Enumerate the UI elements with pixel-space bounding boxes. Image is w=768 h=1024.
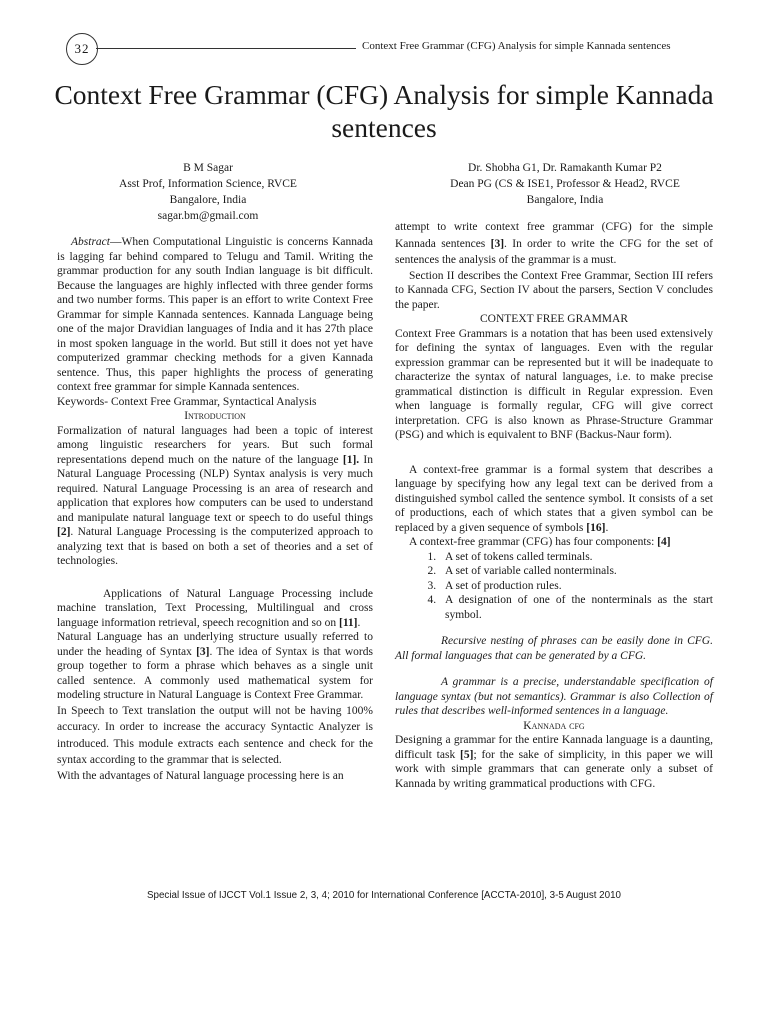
author-email: sagar.bm@gmail.com bbox=[157, 210, 259, 222]
right-column bbox=[395, 219, 713, 791]
cfg-heading: CONTEXT FREE GRAMMAR bbox=[479, 313, 629, 325]
author-location: Bangalore, India bbox=[169, 194, 247, 206]
author-affiliation: Dean PG (CS & ISE1, Professor & Head2, RVCE bbox=[450, 178, 680, 190]
citation: [3] bbox=[196, 645, 210, 658]
abstract bbox=[57, 235, 373, 395]
author-location: Bangalore, India bbox=[526, 194, 604, 206]
text: . bbox=[357, 616, 361, 629]
running-head: Context Free Grammar (CFG) Analysis for simple Kannada sentences bbox=[362, 40, 671, 52]
author-affiliation: Asst Prof, Information Science, RVCE bbox=[119, 178, 297, 190]
kannada-paragraph-1 bbox=[395, 733, 713, 791]
text: . The idea of Syntax is that words group together to form a phrase which behaves as a single unit called sentence. A commonly used mathematical system for modeling structure in Natural Language is Context Free Grammar. bbox=[57, 645, 373, 701]
text: attempt to write context free grammar (CFG) for the simple Kannada sentences bbox=[395, 221, 713, 250]
text: A context-free grammar (CFG) has four components: bbox=[409, 536, 658, 548]
abstract-label: Abstract bbox=[71, 236, 110, 248]
intro-paragraph-3 bbox=[57, 630, 373, 703]
list-item: 1. A set of tokens called terminals. bbox=[439, 550, 713, 565]
text: ; for the sake of simplicity, in this paper we will work with simple grammars that can generate only a subset of Kannada by writing grammatical productions with CFG. bbox=[395, 748, 713, 790]
author-names: Dr. Shobha G1, Dr. Ramakanth Kumar P2 bbox=[468, 162, 662, 174]
intro-paragraph-1 bbox=[57, 424, 373, 569]
citation: [4] bbox=[657, 536, 671, 548]
keywords: Keywords- Context Free Grammar, Syntactical Analysis bbox=[57, 395, 317, 408]
page-footer: Special Issue of IJCCT Vol.1 Issue 2, 3, 4; 2010 for International Conference [ACCTA-2010], 3-5 August 2010 bbox=[147, 890, 621, 901]
page-number: 32 bbox=[66, 33, 98, 65]
text: . In order to write the CFG for the set of sentences the analysis of the grammar is a must. bbox=[395, 237, 713, 266]
text: Applications of Natural Language Processing include machine translation, Text Processing, Multilingual and cross language information retrieval, speech recognition and so on bbox=[57, 587, 373, 629]
citation: [1]. bbox=[342, 453, 360, 466]
author-block-left bbox=[60, 160, 356, 224]
kannada-cfg-heading: Kannada cfg bbox=[523, 719, 585, 732]
paper-title: Context Free Grammar (CFG) Analysis for simple Kannada sentences bbox=[54, 79, 714, 143]
cfg-paragraph-3 bbox=[395, 535, 713, 550]
citation: [2] bbox=[57, 526, 71, 538]
abstract-text: —When Computational Linguistic is concerns Kannada is lagging far behind compared to Telugu and Tamil. Writing the grammar production for any south Indian language is bit difficult. Because the languages are highly inflected with three gender forms and two number forms. This paper is an effort to write Context Free Grammar for simple Kannada sentences. Kannada Language being one of the major Dravidian languages of India and it has 27th place in most spoken language in the world. But still it does not yet have computerized grammar checking methods for a given Kannada sentence. Thus, this paper highlights the process of generating context free grammar for simple Kannada sentences. bbox=[57, 236, 373, 393]
continued-paragraph bbox=[395, 219, 713, 269]
italic-paragraph-2: A grammar is a precise, understandable specification of language syntax (but not semantics). Grammar is also Collection of rules that describes well-informed sentences in a language. bbox=[395, 676, 713, 717]
sections-paragraph: Section II describes the Context Free Grammar, Section III refers to Kannada CFG, Section IV about the parsers, Section V concludes the paper. bbox=[395, 269, 713, 311]
citation: [16] bbox=[586, 521, 606, 534]
intro-paragraph-4: In Speech to Text translation the output will not be having 100% accuracy. In order to increase the accuracy Syntactic Analyzer is introduced. This module extracts each sentence and check for the syntax according to the grammar that is selected. bbox=[57, 704, 373, 766]
introduction-heading: Introduction bbox=[184, 410, 246, 422]
left-column bbox=[57, 219, 373, 783]
intro-paragraph-2 bbox=[57, 587, 373, 631]
author-name: B M Sagar bbox=[183, 162, 233, 174]
citation: [5] bbox=[460, 748, 474, 761]
header-rule bbox=[96, 48, 356, 49]
list-item: 3. A set of production rules. bbox=[439, 579, 713, 594]
text: Designing a grammar for the entire Kannada language is a daunting, difficult task bbox=[395, 734, 713, 761]
text: A context-free grammar is a formal system that describes a language by specifying how any legal text can be derived from a distinguished symbol called the sentence symbol. It consists of a set of productions, each of which states that a given symbol can be replaced by a given sequence of symbols bbox=[395, 463, 713, 534]
cfg-paragraph-2 bbox=[395, 463, 713, 536]
list-item: 4. A designation of one of the nonterminals as the start symbol. bbox=[439, 593, 713, 622]
components-list bbox=[395, 550, 713, 623]
italic-paragraph-1: Recursive nesting of phrases can be easily done in CFG. All formal languages that can be generated by a CFG. bbox=[395, 635, 713, 662]
cfg-paragraph-1: Context Free Grammars is a notation that has been used extensively for defining the syntax of languages. Even with the regular expression grammar can be represented but it will be inadequate to characterize the syntax of natural languages, i.e. to make precise grammatical distinction is difficult in Regular expression. Even when language is formally regular, CFG will give correct interpretation. CFG is also known as Phrase-Structure Grammar (PSG) and which is equivalent to BNF (Backus-Naur form). bbox=[395, 327, 713, 441]
text: . Natural Language Processing is the computerized approach to analyzing text that is based on both a set of theories and a set of technologies. bbox=[57, 526, 373, 567]
intro-paragraph-5: With the advantages of Natural language processing here is an bbox=[57, 769, 344, 782]
text: . bbox=[605, 521, 609, 534]
citation: [11] bbox=[338, 616, 358, 629]
citation: [3] bbox=[490, 237, 505, 250]
list-item: 2. A set of variable called nonterminals. bbox=[439, 564, 713, 579]
text: In Natural Language Processing (NLP) Syntax analysis is very much required. Natural Language Processing is an area of research and application that explores how computers can be used to understand and manipulate natural language text or speech to do useful things bbox=[57, 453, 373, 524]
text: Natural Language has an underlying structure usually referred to under the heading of Syntax bbox=[57, 631, 373, 658]
author-block-right bbox=[398, 160, 732, 208]
text: Formalization of natural languages had been a topic of interest among linguistic researchers for years. But such formal representations depend much on the nature of the language bbox=[57, 424, 373, 466]
